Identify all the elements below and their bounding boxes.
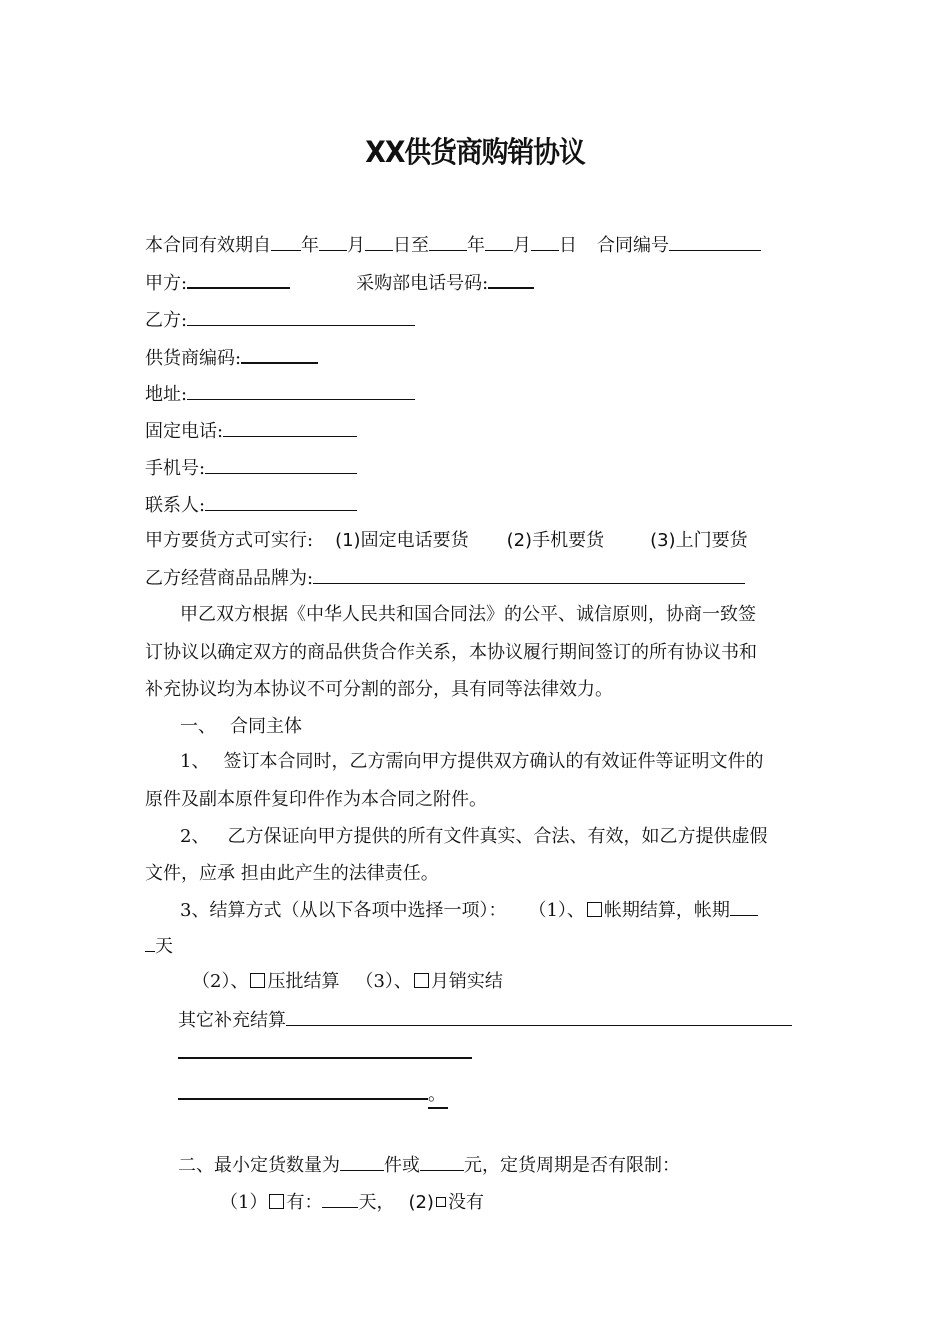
days-label: 天 (155, 936, 173, 957)
item-3-text: 3、结算方式（从以下各项中选择一项）： (180, 900, 507, 921)
end-year-blank[interactable] (429, 233, 467, 251)
mobile-blank[interactable] (205, 456, 357, 474)
party-b-label: 乙方: (145, 310, 188, 331)
address-line (145, 382, 415, 407)
document-title: XX供货商购销协议 (365, 135, 585, 169)
other-settlement-line (178, 1008, 792, 1033)
end-day-blank[interactable] (531, 233, 559, 251)
supplier-code-label: 供货商编码: (145, 348, 242, 369)
end-month-blank[interactable] (485, 233, 513, 251)
validity-label: 本合同有效期自 (145, 235, 271, 256)
mobile-label: 手机号: (145, 458, 206, 479)
settlement-option-1-label: 帐期结算，帐期 (603, 900, 730, 921)
item-1-text: 签订本合同时，乙方需向甲方提供双方确认的有效证件等证明文件的 (223, 751, 764, 772)
intro-line-3: 补充协议均为本协议不可分割的部分，具有同等法律效力。 (145, 679, 613, 700)
min-quantity-blank[interactable] (340, 1153, 384, 1171)
settlement-option-2-label: 压批结算 (267, 971, 340, 992)
landline-label: 固定电话: (145, 421, 224, 442)
cycle-yes-label: 有： (286, 1192, 323, 1213)
contact-line (145, 493, 357, 518)
party-b-blank[interactable] (187, 308, 415, 326)
pieces-or-label: 件或 (384, 1155, 420, 1176)
item-2-number: 2、 (180, 826, 210, 847)
party-b-line (145, 308, 415, 333)
settlement-option-2-number: （2）、 (192, 971, 249, 992)
ordering-method-line (145, 529, 748, 553)
section-1-heading (180, 715, 302, 739)
contract-no-blank[interactable] (669, 233, 761, 251)
party-a-label: 甲方: (145, 273, 188, 294)
contract-no-label: 合同编号 (597, 235, 669, 256)
section-1-title: 合同主体 (230, 716, 302, 737)
mobile-line (145, 456, 357, 481)
item-3-line-2 (145, 934, 173, 959)
cycle-yes-checkbox[interactable] (269, 1194, 284, 1209)
section-2-line-1 (178, 1153, 680, 1178)
ordering-option-mobile: (2)手机要货 (506, 530, 605, 551)
landline-blank[interactable] (223, 419, 357, 437)
party-a-line (145, 270, 534, 296)
section-1-number: 一、 (180, 716, 216, 737)
brands-blank[interactable] (313, 566, 745, 584)
credit-days-blank[interactable] (730, 898, 758, 916)
item-1-line-1 (180, 750, 763, 774)
brands-label: 乙方经营商品品牌为: (145, 568, 314, 589)
item-1-line-2: 原件及副本原件复印件作为本合同之附件。 (145, 789, 487, 810)
credit-days-blank-cont[interactable] (145, 934, 155, 952)
settlement-options-line (192, 970, 503, 994)
intro-line-2: 订协议以确定双方的商品供货合作关系，本协议履行期间签订的所有协议书和 (145, 642, 757, 663)
month-label: 月 (513, 235, 531, 256)
supplier-code-blank[interactable] (241, 345, 318, 364)
start-day-blank[interactable] (365, 233, 393, 251)
settlement-option-3-label: 月销实结 (430, 971, 503, 992)
contact-blank[interactable] (205, 493, 357, 511)
ordering-option-onsite: (3)上门要货 (650, 530, 748, 551)
address-blank[interactable] (187, 382, 415, 400)
settlement-option-1-number: （1）、 (528, 900, 585, 921)
settlement-option-3-checkbox[interactable] (414, 973, 429, 988)
purchasing-phone-blank[interactable] (488, 270, 534, 289)
settlement-option-1-checkbox[interactable] (587, 902, 602, 917)
settlement-option-2-checkbox[interactable] (250, 973, 265, 988)
section-2-line-2 (220, 1190, 484, 1215)
end-mark: 。 (428, 1083, 448, 1109)
landline-line (145, 419, 357, 444)
item-1-number: 1、 (180, 751, 210, 772)
contact-label: 联系人: (145, 495, 206, 516)
other-settlement-line-3 (178, 1081, 448, 1109)
cycle-no-label: 没有 (447, 1192, 484, 1213)
day-label: 日 (559, 235, 577, 256)
settlement-option-3-number: （3）、 (355, 971, 412, 992)
order-cycle-label: 元，定货周期是否有限制： (464, 1155, 680, 1176)
min-order-label: 二、最小定货数量为 (178, 1155, 340, 1176)
day-to-label: 日至 (393, 235, 429, 256)
supplier-code-line (145, 345, 318, 371)
party-a-blank[interactable] (187, 270, 290, 289)
cycle-days-label: 天， (358, 1192, 395, 1213)
item-2-text: 乙方保证向甲方提供的所有文件真实、合法、有效，如乙方提供虚假 (227, 826, 768, 847)
validity-line (145, 233, 761, 258)
month-label: 月 (347, 235, 365, 256)
item-2-line-1 (180, 825, 767, 849)
year-label: 年 (301, 235, 319, 256)
ordering-option-landline: (1)固定电话要货 (335, 530, 469, 551)
purchasing-phone-label: 采购部电话号码: (356, 273, 489, 294)
cycle-option-1-number: （1） (220, 1192, 268, 1213)
cycle-option-2-number: (2) (408, 1192, 434, 1213)
other-settlement-blank[interactable] (286, 1008, 792, 1026)
item-2-line-2: 文件，应承 担由此产生的法律责任。 (145, 863, 439, 884)
cycle-no-checkbox[interactable] (436, 1197, 446, 1207)
other-settlement-blank-3[interactable] (178, 1081, 428, 1100)
other-settlement-rule-2[interactable] (178, 1057, 472, 1059)
item-3-line-1 (180, 898, 758, 923)
address-label: 地址: (145, 384, 188, 405)
start-year-blank[interactable] (271, 233, 301, 251)
other-settlement-label: 其它补充结算 (178, 1010, 286, 1031)
intro-line-1: 甲乙双方根据《中华人民共和国合同法》的公平、诚信原则，协商一致签 (180, 604, 756, 625)
cycle-days-blank[interactable] (322, 1190, 358, 1208)
min-amount-blank[interactable] (420, 1153, 464, 1171)
ordering-label: 甲方要货方式可实行: (145, 530, 314, 551)
brands-line (145, 566, 745, 591)
start-month-blank[interactable] (319, 233, 347, 251)
year-label: 年 (467, 235, 485, 256)
